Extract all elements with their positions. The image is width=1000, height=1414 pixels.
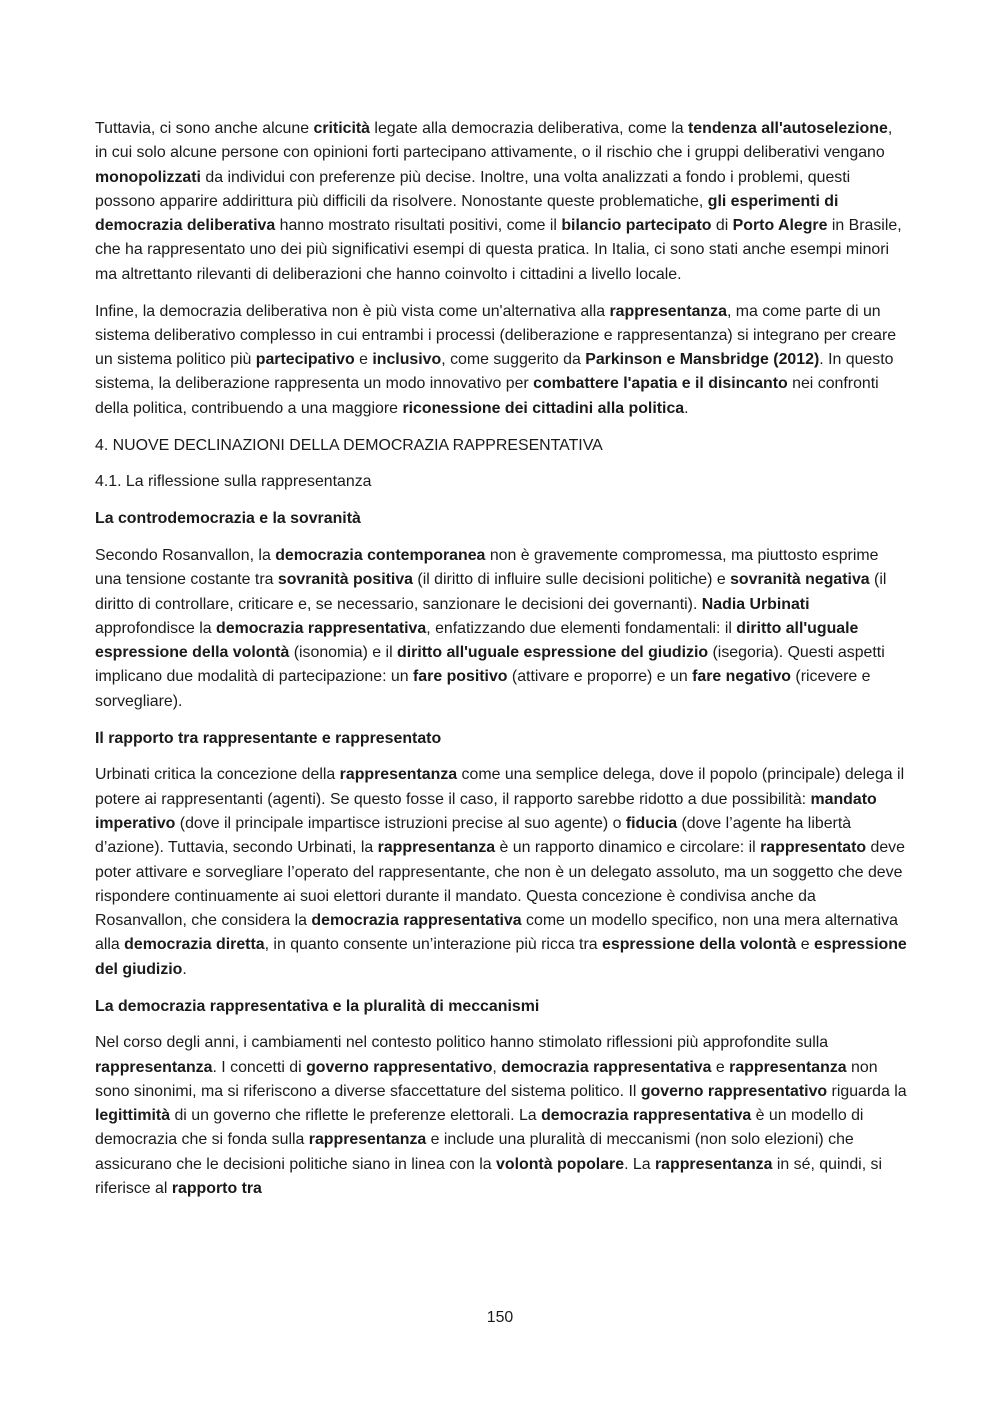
text-run: , in cui solo alcune persone con opinioni forti partecipano attivamente, o il rischio che i gruppi deliberativi vengano [95, 120, 893, 162]
text-run: Nel corso degli anni, i cambiamenti nel contesto politico hanno stimolato riflessioni più approfondite sulla [95, 1034, 829, 1052]
text-run: . I concetti di [212, 1058, 307, 1076]
bold-text: Parkinson e Mansbridge (2012) [585, 351, 820, 369]
bold-text: diritto all'uguale espressione della volontà [95, 619, 859, 662]
text-run: (ricevere e sorvegliare). [95, 668, 871, 710]
text-run: e [711, 1058, 730, 1076]
bold-text: fare positivo [413, 668, 508, 686]
paragraph-criticita [95, 117, 907, 287]
text-run: . [182, 960, 187, 978]
bold-text: diritto all'uguale espressione del giudizio [397, 644, 709, 662]
bold-text: democrazia rappresentativa [311, 912, 522, 930]
text-run: , [492, 1058, 502, 1076]
page-number: 150 [486, 1309, 514, 1326]
bold-text: Porto Alegre [732, 217, 828, 235]
bold-text: rappresentanza [377, 839, 496, 857]
bold-text: rappresentanza [729, 1058, 847, 1076]
text-run: (dove l’agente ha libertà d’azione). Tuttavia, secondo Urbinati, la [95, 814, 852, 857]
subsection-heading [95, 470, 907, 494]
bold-text: fiducia [625, 814, 678, 832]
paragraph-cambiamenti [95, 1031, 907, 1201]
text-run: , come suggerito da [441, 351, 586, 369]
bold-text: gli esperimenti di democrazia deliberativa [95, 192, 839, 235]
bold-text: rappresentanza [308, 1131, 427, 1149]
text-run: , enfatizzando due elementi fondamentali: il [426, 619, 737, 637]
text-run: è un rapporto dinamico e circolare: il [495, 839, 761, 857]
section-heading [95, 434, 907, 458]
bold-text: monopolizzati [95, 168, 201, 186]
bold-text: espressione del giudizio [95, 936, 907, 978]
text-run: . La [624, 1155, 655, 1173]
bold-text: combattere l'apatia e il disincanto [533, 375, 788, 393]
paragraph-infine [95, 300, 907, 421]
bold-text: rappresentanza [95, 1058, 213, 1076]
text-run: riguarda la [827, 1082, 907, 1100]
text-run: non è gravemente compromessa, ma piuttosto esprime una tensione costante tra [95, 546, 879, 589]
heading-rapporto [95, 727, 907, 751]
heading-controdemocrazia [95, 507, 907, 531]
paragraph-urbinati [95, 763, 907, 982]
bold-text: La controdemocrazia e la sovranità [95, 510, 361, 528]
bold-text: partecipativo [255, 351, 355, 369]
text-run: . [684, 399, 689, 417]
bold-text: rappresentato [760, 839, 867, 857]
heading-pluralita [95, 995, 907, 1019]
bold-text: rappresentanza [339, 766, 458, 784]
bold-text: inclusivo [372, 351, 442, 369]
text-run: deve poter attivare e sorvegliare l’operato del rappresentante, che non è un delegato assoluto, ma un soggetto che deve rispondere continuamente ai suoi elettori durante il mandato. Questa concezione è condivisa anche da Rosanvallon, che considera la [95, 839, 905, 930]
text-run: Secondo Rosanvallon, la [95, 546, 276, 564]
text-run: (dove il principale impartisce istruzioni precise al suo agente) o [175, 814, 626, 832]
text-run: approfondisce la [95, 619, 217, 637]
text-run: in Brasile, che ha rappresentato uno dei più significativi esempi di questa pratica. In Italia, ci sono stati anche esempi minori ma altrettanto rilevanti di deliberazioni che hanno coinvolto i cittadini a livello locale. [95, 217, 902, 283]
bold-text: tendenza all'autoselezione [688, 120, 888, 137]
text-run: Infine, la democrazia deliberativa non è più vista come un'alternativa alla [95, 302, 610, 320]
text-run: non sono sinonimi, ma si riferiscono a diverse sfaccettature del sistema politico. Il [95, 1058, 878, 1100]
bold-text: democrazia rappresentativa [216, 619, 427, 637]
text-run: come un modello specifico, non una mera alternativa alla [95, 912, 898, 954]
bold-text: democrazia rappresentativa [541, 1107, 752, 1125]
bold-text: mandato imperativo [95, 790, 877, 832]
bold-text: criticità [313, 120, 371, 137]
text-run: di un governo che riflette le preferenze elettorali. La [170, 1107, 542, 1125]
text-run: , ma come parte di un sistema deliberativo complesso in cui entrambi i processi (deliberazione e rappresentanza) si integrano per creare un sistema politico più [95, 302, 897, 369]
bold-text: Il rapporto tra rappresentante e rappresentato [95, 729, 442, 747]
bold-text: La democrazia rappresentativa e la pluralità di meccanismi [95, 997, 540, 1015]
page-body [95, 117, 907, 1214]
text-run: , in quanto consente un’interazione più ricca tra [264, 936, 603, 954]
text-run: (isonomia) e il [289, 644, 398, 662]
text-run: (il diritto di influire sulle decisioni politiche) e [413, 571, 731, 589]
bold-text: democrazia rappresentativa [501, 1058, 712, 1076]
text-run: da individui con preferenze più decise. Inoltre, una volta analizzati a fondo i problemi, questi possono apparire addirittura più difficili da risolvere. Nonostante queste problematiche, [95, 168, 851, 210]
bold-text: rappresentanza [609, 302, 727, 320]
bold-text: Nadia Urbinati [701, 595, 810, 613]
text-run: Urbinati critica la concezione della [95, 766, 340, 784]
bold-text: rappresentanza [655, 1155, 773, 1173]
text-run: (attivare e proporre) e un [507, 668, 693, 686]
text-run: . In questo sistema, la deliberazione rappresenta un modo innovativo per [95, 351, 894, 393]
text-run: 4. NUOVE DECLINAZIONI DELLA DEMOCRAZIA RAPPRESENTATIVA [95, 436, 603, 454]
bold-text: fare negativo [692, 668, 792, 686]
text-run: di [711, 217, 733, 235]
text-run: hanno mostrato risultati positivi, come il [275, 217, 562, 235]
text-run: Tuttavia, ci sono anche alcune [95, 120, 314, 137]
text-run: come una semplice delega, dove il popolo (principale) delega il potere ai rappresentanti (agenti). Se questo fosse il caso, il rapporto sarebbe ridotto a due possibilità: [95, 766, 905, 808]
bold-text: riconessione dei cittadini alla politica [402, 399, 685, 417]
bold-text: rapporto tra [171, 1180, 262, 1198]
bold-text: democrazia contemporanea [275, 546, 486, 564]
text-run: e include una pluralità di meccanismi (non solo elezioni) che assicurano che le decisioni politiche siano in linea con la [95, 1131, 854, 1173]
text-run: nei confronti della politica, contribuendo a una maggiore [95, 375, 879, 417]
bold-text: democrazia diretta [124, 936, 265, 954]
bold-text: governo rappresentativo [640, 1082, 828, 1100]
text-run: 4.1. La riflessione sulla rappresentanza [95, 473, 372, 491]
text-run: in sé, quindi, si riferisce al [95, 1155, 882, 1198]
paragraph-rosanvallon [95, 544, 907, 714]
text-run: e [796, 936, 814, 954]
bold-text: sovranità positiva [277, 571, 413, 589]
bold-text: sovranità negativa [730, 571, 870, 589]
bold-text: bilancio partecipato [561, 217, 712, 235]
text-run: e [354, 351, 373, 369]
text-run: (isegoria). Questi aspetti implicano due modalità di partecipazione: un [95, 644, 885, 686]
bold-text: volontà popolare [496, 1155, 625, 1173]
bold-text: legittimità [95, 1107, 171, 1125]
text-run: (il diritto di controllare, criticare e, se necessario, sanzionare le decisioni dei governanti). [95, 571, 887, 613]
text-run: è un modello di democrazia che si fonda sulla [95, 1107, 864, 1149]
bold-text: governo rappresentativo [306, 1058, 493, 1076]
text-run: legate alla democrazia deliberativa, come la [370, 120, 688, 137]
bold-text: espressione della volontà [602, 936, 797, 954]
